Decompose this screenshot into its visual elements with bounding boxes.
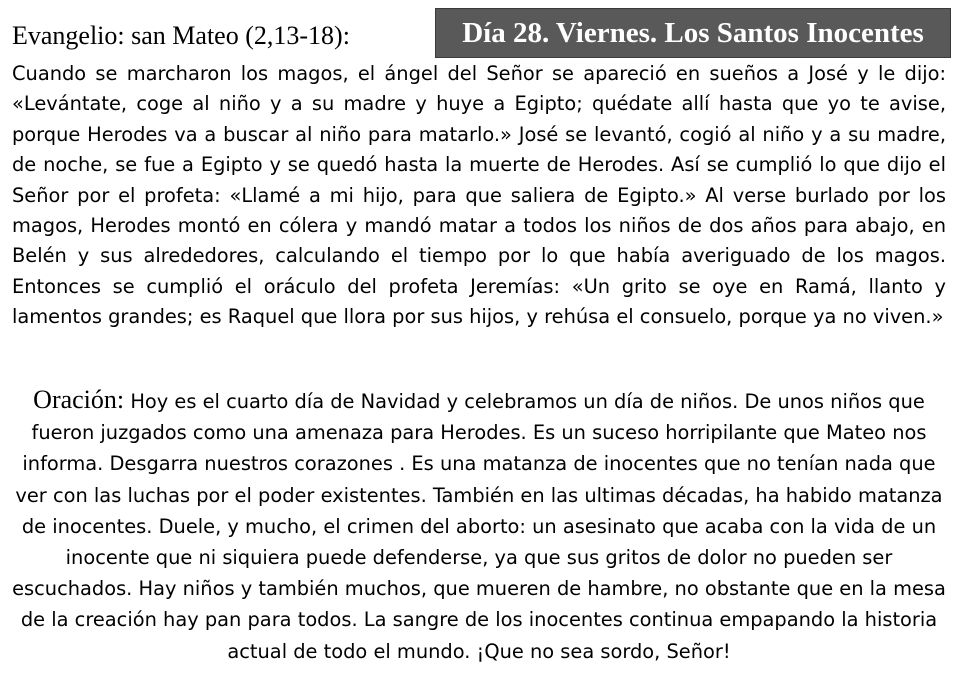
prayer-text: Hoy es el cuarto día de Navidad y celebramos un día de niños. De unos niños que fueron juzgados como una amenaza para Herodes. Es un suceso horripilante que Mateo nos informa. Desgarra nuestros corazones . Es una matanza de inocentes que no tenían nada que ver con las luchas por el poder existentes. También en las ultimas décadas, ha habido matanza de inocentes. Duele, y mucho, el crimen del aborto: un asesinato que acaba con la vida de un inocente que ni siquiera puede defenderse, ya que sus gritos de dolor no pueden ser escuchados. Hay niños y también muchos, que mueren de hambre, no obstante que en la mesa de la creación hay pan para todos. La sangre de los inocentes continua empapando la historia actual de todo el mundo. ¡Que no sea sordo, Señor!: [12, 390, 946, 663]
prayer-section: [12, 384, 946, 667]
gospel-reference: Evangelio: san Mateo (2,13-18):: [12, 21, 350, 50]
page-header: [0, 0, 960, 62]
prayer-label: Oración:: [33, 385, 125, 414]
day-title-banner: Día 28. Viernes. Los Santos Inocentes: [435, 8, 951, 58]
gospel-passage: Cuando se marcharon los magos, el ángel del Señor se apareció en sueños a José y le dijo: «Levántate, coge al niño y a su madre y huye a Egipto; quédate allí hasta que yo te avise, porque Herodes va a buscar al niño para matarlo.» José se levantó, cogió al niño y a su madre, de noche, se fue a Egipto y se quedó hasta la muerte de Herodes. Así se cumplió lo que dijo el Señor por el profeta: «Llamé a mi hijo, para que saliera de Egipto.» Al verse burlado por los magos, Herodes montó en cólera y mandó matar a todos los niños de dos años para abajo, en Belén y sus alrededores, calculando el tiempo por lo que había averiguado de los magos. Entonces se cumplió el oráculo del profeta Jeremías: «Un grito se oye en Ramá, llanto y lamentos grandes; es Raquel que llora por sus hijos, y rehúsa el consuelo, porque ya no viven.»: [12, 62, 946, 329]
